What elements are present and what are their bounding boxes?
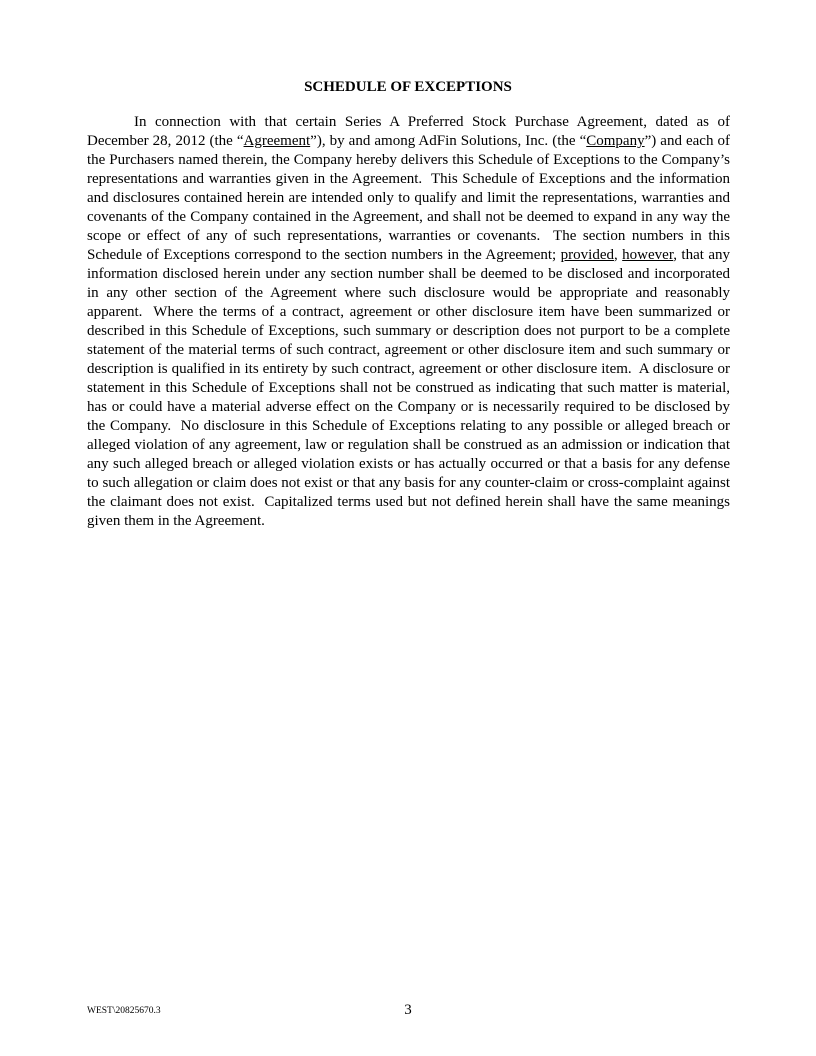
defined-term-agreement: Agreement [243, 133, 311, 149]
defined-term-company: Company [586, 133, 645, 149]
footer-document-id: WEST\20825670.3 [87, 1006, 161, 1016]
page-number: 3 [404, 1002, 412, 1018]
term-provided: provided [560, 247, 614, 263]
paragraph-text-2: ”), by and among AdFin Solutions, Inc. (the “ [310, 133, 587, 149]
paragraph-text-5: , that any information disclosed herein under any section number shall be deemed to be disclosed and incorporated in any other section of the Agreement where such disclosure would be appropriate and reasonably apparent. Where the terms of a contract, agreement or other disclosure item have been summarized or described in this Schedule of Exceptions, such summary or description does not purport to be a complete statement of the material terms of such contract, agreement or other disclosure item and such summary or description is qualified in its entirety by such contract, agreement or other disclosure item. A disclosure or statement in this Schedule of Exceptions shall not be construed as indicating that such matter is material, has or could have a material adverse effect on the Company or is necessarily required to be disclosed by the Company. No disclosure in this Schedule of Exceptions relating to any possible or alleged breach or alleged violation of any agreement, law or regulation shall be construed as an admission or indication that any such alleged breach or alleged violation exists or has actually occurred or that a basis for any defense to such allegation or claim does not exist or that any basis for any counter-claim or cross-complaint against the claimant does not exist. Capitalized terms used but not defined herein shall have the same meanings given them in the Agreement. [87, 247, 730, 529]
term-however: however [622, 247, 674, 263]
paragraph-text-1: In connection with that certain Series A Preferred Stock Purchase Agreement, dated as of December 28, 2012 (the “ [87, 114, 730, 149]
document-title: SCHEDULE OF EXCEPTIONS [304, 79, 512, 95]
intro-paragraph [87, 113, 730, 531]
paragraph-text-4: , [613, 247, 623, 263]
paragraph-text-3: ”) and each of the Purchasers named therein, the Company hereby delivers this Schedule of Exceptions to the Company’s representations and warranties given in the Agreement. This Schedule of Exceptions and the information and disclosures contained herein are intended only to qualify and limit the representations, warranties and covenants of the Company contained in the Agreement, and shall not be deemed to expand in any way the scope or effect of any of such representations, warranties or covenants. The section numbers in this Schedule of Exceptions correspond to the section numbers in the Agreement; [87, 133, 731, 263]
